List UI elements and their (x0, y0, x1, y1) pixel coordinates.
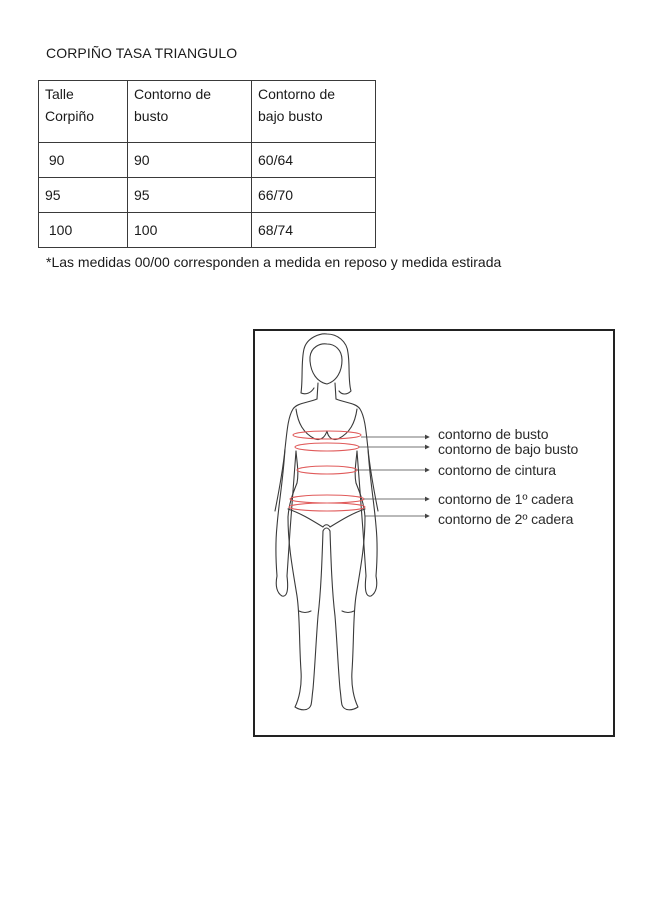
cell-bajo-busto: 68/74 (252, 213, 376, 248)
header-bajo-busto (252, 81, 376, 143)
cell-talle: 100 (39, 213, 128, 248)
table-row (39, 213, 376, 248)
header-talle-line2: Corpiño (45, 108, 95, 124)
label-contorno-cadera-2: contorno de 2º cadera (438, 511, 574, 527)
body-outline (275, 334, 378, 710)
label-contorno-cadera-1: contorno de 1º cadera (438, 491, 574, 507)
cell-bajo-busto: 60/64 (252, 143, 376, 178)
cell-busto: 100 (128, 213, 252, 248)
label-contorno-cintura: contorno de cintura (438, 462, 556, 478)
header-busto-line2: busto (134, 108, 169, 124)
header-bajo-busto-line2: bajo busto (258, 108, 323, 124)
label-contorno-busto: contorno de busto (438, 426, 549, 442)
table-row (39, 143, 376, 178)
header-talle (39, 81, 128, 143)
body-silhouette-illustration (255, 331, 613, 735)
cell-busto: 95 (128, 178, 252, 213)
cell-busto: 90 (128, 143, 252, 178)
measurement-lines (289, 431, 365, 511)
body-measurement-figure (253, 329, 615, 737)
table-header-row (39, 81, 376, 143)
cell-talle: 90 (39, 143, 128, 178)
document-title: CORPIÑO TASA TRIANGULO (46, 45, 238, 61)
header-talle-line1: Talle (45, 86, 74, 102)
table-row (39, 178, 376, 213)
cell-talle: 95 (39, 178, 128, 213)
header-bajo-busto-line1: Contorno de (258, 86, 336, 102)
measurement-note: *Las medidas 00/00 corresponden a medida en reposo y medida estirada (46, 254, 502, 270)
header-busto-line1: Contorno de (134, 86, 212, 102)
cell-bajo-busto: 66/70 (252, 178, 376, 213)
header-busto (128, 81, 252, 143)
label-contorno-bajo-busto: contorno de bajo busto (438, 441, 579, 457)
size-table (38, 80, 376, 248)
